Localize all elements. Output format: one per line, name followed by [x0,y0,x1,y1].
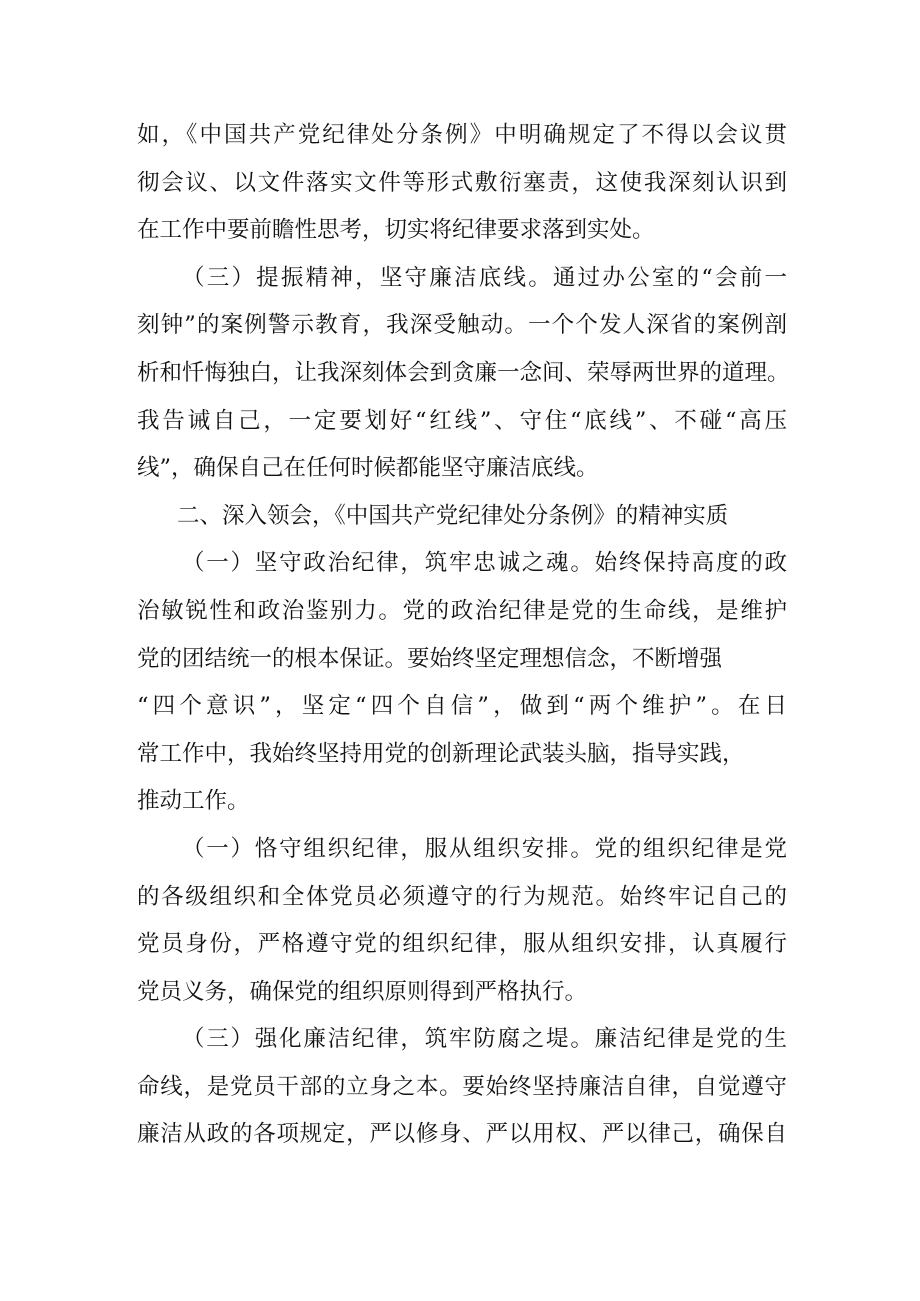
paragraph-heading-san-integrity: （三）提振精神，坚守廉洁底线。通过办公室的“会前一 [182,264,787,291]
document-body [137,112,790,1159]
text-line-22: 廉洁从政的各项规定，严以修身、严以用权、严以律己，确保自 [137,1121,787,1148]
text-line-7: 我告诫自己，一定要划好“红线”、守住“底线”、不碰“高压 [137,407,787,434]
text-line-15: 推动工作。 [137,788,250,815]
text-line-11: 治敏锐性和政治鉴别力。党的政治纪律是党的生命线，是维护 [137,597,787,624]
text-line-17: 的各级组织和全体党员必须遵守的行为规范。始终牢记自己的 [137,883,787,910]
text-line-19: 党员义务，确保党的组织原则得到严格执行。 [137,978,588,1005]
text-line-21: 命线，是党员干部的立身之本。要始终坚持廉洁自律，自觉遵守 [137,1073,787,1100]
paragraph-heading-integrity-discipline: （三）强化廉洁纪律，筑牢防腐之堤。廉洁纪律是党的生 [182,1026,787,1053]
section-heading-two: 二、深入领会，《中国共产党纪律处分条例》的精神实质 [177,502,729,529]
paragraph-heading-organizational-discipline: （一）恪守组织纪律，服从组织安排。党的组织纪律是党 [182,835,787,862]
text-line-13: “四个意识”，坚定“四个自信”，做到“两个维护”。在日 [137,693,787,720]
text-line-1: 如，《中国共产党纪律处分条例》中明确规定了不得以会议贯 [137,122,787,148]
text-line-3: 在工作中要前瞻性思考，切实将纪律要求落到实处。 [137,217,655,244]
paragraph-heading-political-discipline: （一）坚守政治纪律，筑牢忠诚之魂。始终保持高度的政 [182,550,787,577]
text-line-6: 析和忏悔独白，让我深刻体会到贪廉一念间、荣辱两世界的道理。 [137,359,790,386]
text-line-18: 党员身份，严格遵守党的组织纪律，服从组织安排，认真履行 [137,931,787,958]
text-line-14: 常工作中，我始终坚持用党的创新理论武装头脑，指导实践， [137,740,745,767]
text-line-8: 线”，确保自己在任何时候都能坚守廉洁底线。 [137,455,599,482]
text-line-12: 党的团结统一的根本保证。要始终坚定理想信念，不断增强 [137,645,723,672]
text-line-2: 彻会议、以文件落实文件等形式敷衍塞责，这使我深刻认识到 [137,169,787,196]
text-line-5: 刻钟”的案例警示教育，我深受触动。一个个发人深省的案例剖 [137,312,787,339]
